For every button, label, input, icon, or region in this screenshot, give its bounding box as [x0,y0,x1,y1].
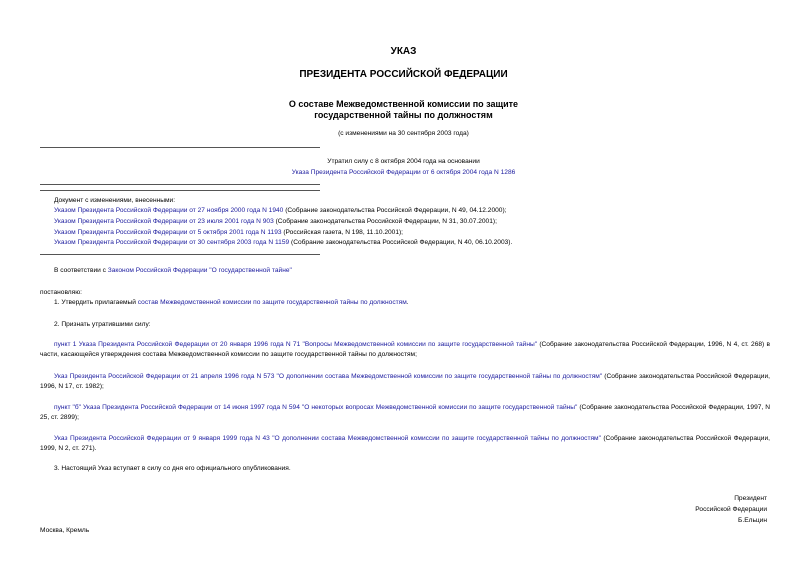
issuer-title: ПРЕЗИДЕНТА РОССИЙСКОЙ ФЕДЕРАЦИИ [299,69,508,80]
expired-link[interactable]: Указа Президента Российской Федерации от 6 октября 2004 года N 1286 [291,169,516,176]
divider [40,184,320,185]
expired-text: Утратил силу с 8 октября 2004 года на основании [327,158,480,165]
divider [40,147,320,148]
repealed-source: (Собрание законодательства Российской Федерации, 1999, N 2, ст. 271). [40,435,770,452]
repealed-item [40,403,770,423]
repealed-source: (Собрание законодательства Российской Федерации, 1997, N 25, ст. 2899); [40,404,770,421]
amendment-item [54,217,497,227]
amendment-item [54,238,512,248]
amendment-item [54,228,403,238]
amendment-link[interactable]: Указом Президента Российской Федерации от 30 сентября 2003 года N 1159 [54,239,290,246]
repealed-source: (Собрание законодательства Российской Федерации, 1996, N 4, ст. 268) в части, касающейся утверждения состава Межведомственной комиссии по защите государственной тайны по должностям; [40,341,770,358]
law-link[interactable]: Законом Российской Федерации "О государственной тайне" [107,267,292,274]
subject-line-2: государственной тайны по должностям [314,110,493,120]
amendment-note: (с изменениями на 30 сентября 2003 года) [338,130,469,137]
amendment-source: (Собрание законодательства Российской Федерации, N 49, 04.12.2000); [283,207,507,214]
signature-country: Российской Федерации [695,506,767,513]
accordance-prefix: В соответствии с [54,267,108,274]
item-3: 3. Настоящий Указ вступает в силу со дня его официального опубликования. [54,465,291,472]
divider [40,190,320,191]
repealed-link[interactable]: Указ Президента Российской Федерации от 21 апреля 1996 года N 573 "О дополнении состава Межведомственной комиссии по защите государственной тайны по должностям" [54,373,603,380]
repealed-item [40,372,770,392]
composition-link[interactable]: состав Межведомственной комиссии по защите государственной тайны по должностям [137,299,407,306]
amendments-intro: Документ с изменениями, внесенными: [54,197,176,204]
repealed-item [40,434,770,454]
divider [40,254,320,255]
amendment-link[interactable]: Указом Президента Российской Федерации от 23 июля 2001 года N 903 [54,218,274,225]
amendment-link[interactable]: Указом Президента Российской Федерации от 27 ноября 2000 года N 1940 [54,207,284,214]
item-1 [54,298,409,308]
item-1-suffix: . [406,299,409,306]
amendment-source: (Российская газета, N 198, 11.10.2001); [281,229,404,236]
signature-name: Б.Ельцин [738,517,767,524]
amendment-item [54,206,507,216]
item-2: 2. Признать утратившими силу: [54,321,151,328]
accordance-line [54,266,292,276]
amendment-source: (Собрание законодательства Российской Федерации, N 40, 06.10.2003). [289,239,513,246]
amendment-link[interactable]: Указом Президента Российской Федерации от 5 октября 2001 года N 1193 [54,229,282,236]
doc-type-title: УКАЗ [390,46,417,57]
subject-line-1: О составе Межведомственной комиссии по защите [288,99,519,109]
repealed-item [40,340,770,360]
place-of-signing: Москва, Кремль [40,527,90,534]
decree-word: постановляю: [40,289,83,296]
repealed-link[interactable]: Указ Президента Российской Федерации от 9 января 1999 года N 43 "О дополнении состава Межведомственной комиссии по защите государственной тайны по должностям" [54,435,601,442]
amendment-source: (Собрание законодательства Российской Федерации, N 31, 30.07.2001); [273,218,497,225]
item-1-prefix: 1. Утвердить прилагаемый [54,299,138,306]
repealed-link[interactable]: пункт "б" Указа Президента Российской Федерации от 14 июня 1997 года N 594 "О некоторых вопросах Межведомственной комиссии по защите государственной тайны" [54,404,578,411]
repealed-link[interactable]: пункт 1 Указа Президента Российской Федерации от 20 января 1996 года N 71 "Вопросы Межведомственной комиссии по защите государственной тайны" [54,341,538,348]
signature-title: Президент [734,495,767,502]
repealed-source: (Собрание законодательства Российской Федерации, 1996, N 17, ст. 1982); [40,373,770,390]
